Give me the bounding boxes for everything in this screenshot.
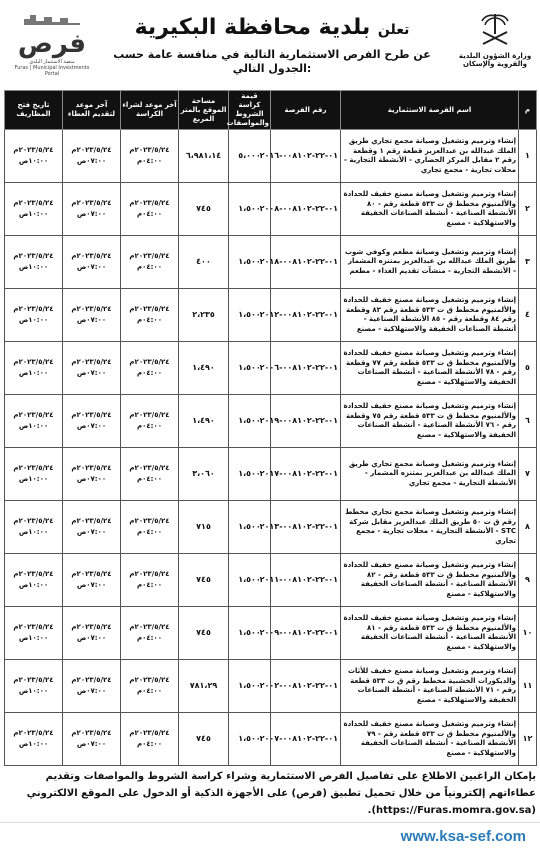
table-row <box>5 342 537 395</box>
envelope-opening-date: ٢٠٢٣/٥/٢٤م ١٠:٠٠ص <box>5 607 63 660</box>
bid-deadline: ٢٠٢٣/٥/٢٤م ٠٧:٠٠ص <box>63 183 121 236</box>
row-number: ٨ <box>519 501 537 554</box>
envelope-opening-date: ٢٠٢٣/٥/٢٤م ١٠:٠٠ص <box>5 554 63 607</box>
table-row <box>5 289 537 342</box>
bid-deadline: ٢٠٢٣/٥/٢٤م ٠٧:٠٠ص <box>63 289 121 342</box>
furas-logo-word: فرص <box>17 29 87 59</box>
row-number: ١١ <box>519 660 537 713</box>
booklet-deadline: ٢٠٢٣/٥/٢٤م ٠٤:٠٠م <box>121 289 179 342</box>
opportunity-id: ٠١-٢٢-٠٠٨١٠٢-٢٠١٦ <box>271 130 341 183</box>
booklet-fee: ١،٥٠٠ <box>229 501 271 554</box>
row-number: ٧ <box>519 448 537 501</box>
ad-title <box>104 14 440 44</box>
opportunity-name: إنشاء وترميم وتشغيل وصيانة مصنع خفيف للحدادة والألمنيوم مخطط ق ت ٥٣٣ قطعة رقم ٧٧ وقطعة رقم - ٧٨ الأنشطة الصناعية - أنشطة الصناعات الخفيفة والاستهلاكية - مصنع <box>341 342 519 395</box>
row-number: ١ <box>519 130 537 183</box>
table-row <box>5 130 537 183</box>
bid-deadline: ٢٠٢٣/٥/٢٤م ٠٧:٠٠ص <box>63 342 121 395</box>
table-row <box>5 501 537 554</box>
palm-swords-emblem-icon <box>475 10 515 48</box>
opportunity-id: ٠١-٢٢-٠٠٨١٠٢-٢٠٠٩ <box>271 607 341 660</box>
booklet-fee: ١،٥٠٠ <box>229 289 271 342</box>
table-row <box>5 554 537 607</box>
site-area: ٦،٩٨١،١٤ <box>179 130 229 183</box>
furas-logo-subtitle-en: Furas | Municipal Investments Portal <box>14 65 90 77</box>
opportunity-id: ٠١-٢٢-٠٠٨١٠٢-٢٠٠٧ <box>271 713 341 766</box>
envelope-opening-date: ٢٠٢٣/٥/٢٤م ١٠:٠٠ص <box>5 713 63 766</box>
column-header: اسم الفرصة الاستثمارية <box>341 91 519 130</box>
municipality-name: بلدية محافظة البكيرية <box>134 15 371 40</box>
booklet-deadline: ٢٠٢٣/٥/٢٤م ٠٤:٠٠م <box>121 236 179 289</box>
site-area: ٤٠٠ <box>179 236 229 289</box>
table-row <box>5 395 537 448</box>
column-header: مساحة الموقع بالمتر المربع <box>179 91 229 130</box>
booklet-fee: ١،٥٠٠ <box>229 607 271 660</box>
booklet-fee: ١،٥٠٠ <box>229 713 271 766</box>
opportunities-table <box>4 90 537 766</box>
site-area: ١،٤٩٠ <box>179 395 229 448</box>
opportunity-name: إنشاء وترميم وتشغيل وصيانة مصنع خفيف للحدادة والألمنيوم مخطط ق ت ٥٣٣ قطعة رقم - ٨٢ الأنشطة الصناعية - أنشطة الصناعات الخفيفة والاستهلاكية - مصنع <box>341 554 519 607</box>
row-number: ٤ <box>519 289 537 342</box>
column-header: رقم الفرصة <box>271 91 341 130</box>
opportunity-name: إنشاء وترميم وتشغيل وصيانة مطعم وكوفي شوب طريق الملك عبدالله بن عبدالعزيز بمتنزه المشمار - الأنشطة التجارية - منشآت تقديم الغذاء - مطعم <box>341 236 519 289</box>
bid-deadline: ٢٠٢٣/٥/٢٤م ٠٧:٠٠ص <box>63 501 121 554</box>
booklet-deadline: ٢٠٢٣/٥/٢٤م ٠٤:٠٠م <box>121 713 179 766</box>
column-header: آخر موعد لتقديم العطاء <box>63 91 121 130</box>
envelope-opening-date: ٢٠٢٣/٥/٢٤م ١٠:٠٠ص <box>5 501 63 554</box>
bid-deadline: ٢٠٢٣/٥/٢٤م ٠٧:٠٠ص <box>63 554 121 607</box>
table-row <box>5 607 537 660</box>
site-area: ٣،٠٦٠ <box>179 448 229 501</box>
table-row <box>5 660 537 713</box>
bid-deadline: ٢٠٢٣/٥/٢٤م ٠٧:٠٠ص <box>63 713 121 766</box>
booklet-fee: ٥،٠٠٠ <box>229 130 271 183</box>
site-area: ١،٤٩٠ <box>179 342 229 395</box>
booklet-deadline: ٢٠٢٣/٥/٢٤م ٠٤:٠٠م <box>121 501 179 554</box>
site-area: ٧٨١،٢٩ <box>179 660 229 713</box>
booklet-fee: ١،٥٠٠ <box>229 183 271 236</box>
booklet-fee: ١،٥٠٠ <box>229 342 271 395</box>
booklet-fee: ١،٥٠٠ <box>229 554 271 607</box>
site-area: ٧١٥ <box>179 501 229 554</box>
envelope-opening-date: ٢٠٢٣/٥/٢٤م ١٠:٠٠ص <box>5 448 63 501</box>
row-number: ٢ <box>519 183 537 236</box>
opportunity-name: إنشاء وترميم وتشغيل وصيانة مجمع تجاري مخطط رقم ق ت ٥٠ طريق الملك عبدالعزيز مقابل شركة STC - الأنشطة التجارية - محلات تجارية - مجمع تجاري <box>341 501 519 554</box>
opportunity-id: ٠١-٢٢-٠٠٨١٠٢-٢٠١٣ <box>271 501 341 554</box>
furas-logo-subtitle: منصة الاستثمار البلدي <box>29 59 75 65</box>
opportunity-id: ٠١-٢٢-٠٠٨١٠٢-٢٠١٢ <box>271 289 341 342</box>
divider <box>0 822 540 823</box>
bid-deadline: ٢٠٢٣/٥/٢٤م ٠٧:٠٠ص <box>63 448 121 501</box>
site-area: ٧٤٥ <box>179 713 229 766</box>
column-header: م <box>519 91 537 130</box>
envelope-opening-date: ٢٠٢٣/٥/٢٤م ١٠:٠٠ص <box>5 395 63 448</box>
title-prefix: تعلن <box>377 22 410 38</box>
envelope-opening-date: ٢٠٢٣/٥/٢٤م ١٠:٠٠ص <box>5 183 63 236</box>
site-area: ٧٤٥ <box>179 183 229 236</box>
envelope-opening-date: ٢٠٢٣/٥/٢٤م ١٠:٠٠ص <box>5 660 63 713</box>
bid-deadline: ٢٠٢٣/٥/٢٤م ٠٧:٠٠ص <box>63 395 121 448</box>
column-header: آخر موعد لشراء الكراسة <box>121 91 179 130</box>
booklet-fee: ١،٥٠٠ <box>229 660 271 713</box>
ministry-logo <box>456 10 534 80</box>
advertisement <box>4 4 536 766</box>
booklet-deadline: ٢٠٢٣/٥/٢٤م ٠٤:٠٠م <box>121 183 179 236</box>
site-area: ٧٤٥ <box>179 554 229 607</box>
table-body <box>5 130 537 766</box>
opportunity-id: ٠١-٢٢-٠٠٨١٠٢-٢٠٠٨ <box>271 183 341 236</box>
booklet-deadline: ٢٠٢٣/٥/٢٤م ٠٤:٠٠م <box>121 607 179 660</box>
bid-deadline: ٢٠٢٣/٥/٢٤م ٠٧:٠٠ص <box>63 236 121 289</box>
booklet-deadline: ٢٠٢٣/٥/٢٤م ٠٤:٠٠م <box>121 660 179 713</box>
table-row <box>5 713 537 766</box>
column-header: قيمة كراسة الشروط والمواصفات <box>229 91 271 130</box>
site-area: ٢،٢٣٥ <box>179 289 229 342</box>
row-number: ٥ <box>519 342 537 395</box>
booklet-deadline: ٢٠٢٣/٥/٢٤م ٠٤:٠٠م <box>121 342 179 395</box>
opportunity-name: إنشاء وترميم وتشغيل وصيانة مجمع تجاري طريق الملك عبدالله بن عبدالعزيز قطعة رقم ١ وقطعة رقم ٢ مقابل المركز الحضاري - الأنشطة التجارية - محلات تجارية - مجمع تجاري <box>341 130 519 183</box>
opportunity-name: إنشاء وترميم وتشغيل وصيانة مجمع تجاري طريق الملك عبدالله بن عبدالعزيز بمتنزه المشمار - الأنشطة التجارية - مجمع تجاري <box>341 448 519 501</box>
bid-deadline: ٢٠٢٣/٥/٢٤م ٠٧:٠٠ص <box>63 130 121 183</box>
row-number: ١٢ <box>519 713 537 766</box>
envelope-opening-date: ٢٠٢٣/٥/٢٤م ١٠:٠٠ص <box>5 289 63 342</box>
site-area: ٧٤٥ <box>179 607 229 660</box>
booklet-deadline: ٢٠٢٣/٥/٢٤م ٠٤:٠٠م <box>121 554 179 607</box>
ministry-name: وزارة الشؤون البلدية والقروية والإسكان <box>458 52 532 68</box>
booklet-deadline: ٢٠٢٣/٥/٢٤م ٠٤:٠٠م <box>121 130 179 183</box>
table-row <box>5 448 537 501</box>
table-row <box>5 236 537 289</box>
opportunity-name: إنشاء وترميم وتشغيل وصيانة مصنع خفيف للحدادة والألمنيوم مخطط ق ت ٥٣٣ قطعة رقم - ٨٠ الأنشطة الصناعية - أنشطة الصناعات الخفيفة والاستهلاكية - مصنع <box>341 183 519 236</box>
opportunity-name: إنشاء وترميم وتشغيل وصيانة مصنع خفيف للحدادة والألمنيوم مخطط ق ت ٥٣٣ قطعة رقم - ٧٩ الأنشطة الصناعية - أنشطة الصناعات الخفيفة والاستهلاكية - مصنع <box>341 713 519 766</box>
watermark-url: www.ksa-sef.com <box>400 828 526 845</box>
opportunity-id: ٠١-٢٢-٠٠٨١٠٢-٢٠٠٦ <box>271 342 341 395</box>
row-number: ٣ <box>519 236 537 289</box>
opportunity-id: ٠١-٢٢-٠٠٨١٠٢-٢٠١٩ <box>271 395 341 448</box>
ad-subtitle: عن طرح الفرص الاستثمارية التالية في منافسة عامة حسب الجدول التالي: <box>113 48 431 75</box>
ad-header <box>4 4 536 90</box>
furas-logo <box>8 10 96 80</box>
booklet-deadline: ٢٠٢٣/٥/٢٤م ٠٤:٠٠م <box>121 448 179 501</box>
booklet-fee: ١،٥٠٠ <box>229 236 271 289</box>
booklet-fee: ١،٥٠٠ <box>229 448 271 501</box>
row-number: ٩ <box>519 554 537 607</box>
bid-deadline: ٢٠٢٣/٥/٢٤م ٠٧:٠٠ص <box>63 607 121 660</box>
opportunity-id: ٠١-٢٢-٠٠٨١٠٢-٢٠١٨ <box>271 236 341 289</box>
envelope-opening-date: ٢٠٢٣/٥/٢٤م ١٠:٠٠ص <box>5 342 63 395</box>
opportunity-name: إنشاء وترميم وتشغيل وصيانة مصنع خفيف للحدادة والألمنيوم مخطط ق ت ٥٣٣ قطعة رقم ٨٣ وقطعة رقم ٨٤ وقطعة رقم - ٨٥ الأنشطة الصناعية - أنشطة الصناعات الخفيفة والاستهلاكية - مصنع <box>341 289 519 342</box>
skyline-icon <box>22 13 82 25</box>
table-row <box>5 183 537 236</box>
row-number: ٦ <box>519 395 537 448</box>
opportunity-name: إنشاء وترميم وتشغيل وصيانة مصنع خفيف للحدادة والألمنيوم مخطط ق ت ٥٣٣ قطعة رقم ٧٥ وقطعة رقم - ٧٦ الأنشطة الصناعية - أنشطة الصناعات الخفيفة والاستهلاكية - مصنع <box>341 395 519 448</box>
column-header: تاريخ فتح المظاريف <box>5 91 63 130</box>
opportunity-id: ٠١-٢٢-٠٠٨١٠٢-٢٠١١ <box>271 554 341 607</box>
opportunity-id: ٠١-٢٢-٠٠٨١٠٢-٢٠١٧ <box>271 448 341 501</box>
booklet-deadline: ٢٠٢٣/٥/٢٤م ٠٤:٠٠م <box>121 395 179 448</box>
booklet-fee: ١،٥٠٠ <box>229 395 271 448</box>
row-number: ١٠ <box>519 607 537 660</box>
footer-note: بإمكان الراغبين الاطلاع على تفاصيل الفرص الاستثمارية وشراء كراسة الشروط والمواصفات وتقديم عطاءاتهم إلكترونياً من خلال تحميل تطبيق (فرص) على الأجهزة الذكية أو الدخول على الموقع الالكتروني (https://Furas.momra.gov.sa). <box>26 771 536 816</box>
opportunity-name: إنشاء وترميم وتشغيل وصيانة مصنع خفيف للأثاث والديكورات الخشبية مخطط رقم ق ت ٥٣٣ قطعة رقم - ٧١ الأنشطة الصناعية - أنشطة الصناعات الخفيفة والاستهلاكية - مصنع <box>341 660 519 713</box>
envelope-opening-date: ٢٠٢٣/٥/٢٤م ١٠:٠٠ص <box>5 236 63 289</box>
bid-deadline: ٢٠٢٣/٥/٢٤م ٠٧:٠٠ص <box>63 660 121 713</box>
envelope-opening-date: ٢٠٢٣/٥/٢٤م ١٠:٠٠ص <box>5 130 63 183</box>
table-header-row <box>5 91 537 130</box>
opportunity-name: إنشاء وترميم وتشغيل وصيانة مصنع خفيف للحدادة والألمنيوم مخطط ق ت ٥٣٣ قطعة رقم - ٨١ الأنشطة الصناعية - أنشطة الصناعات الخفيفة والاستهلاكية - مصنع <box>341 607 519 660</box>
opportunity-id: ٠١-٢٢-٠٠٨١٠٢-٢٠٠٢ <box>271 660 341 713</box>
